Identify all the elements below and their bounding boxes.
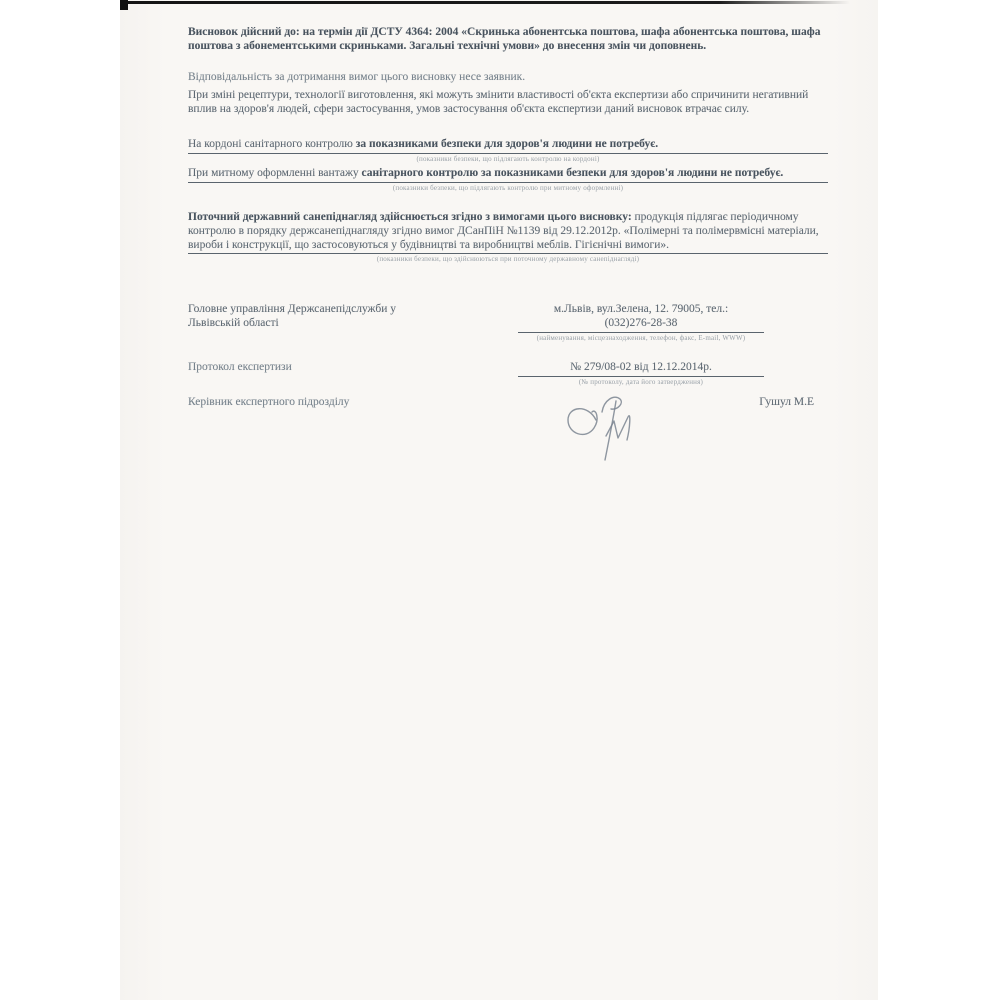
border-control-bold: за показниками безпеки для здоров'я людини не потребує. (355, 138, 659, 150)
responsibility-paragraph: Відповідальність за дотримання вимог цього висновку несе заявник. (188, 71, 526, 83)
protocol-value: № 279/08-02 від 12.12.2014р. (518, 361, 764, 377)
protocol-row (188, 361, 828, 391)
validity-paragraph: Висновок дійсний до: на термін дії ДСТУ 4364: 2004 «Скринька абонентська поштова, шафа абонентська поштова, шафа поштова з абонементськими скриньками. Загальні технічні умови» до внесення змін чи доповнень. (188, 26, 821, 52)
border-control-line (188, 138, 828, 154)
organization-address (518, 303, 764, 333)
organization-address-line1: м.Львів, вул.Зелена, 12. 79005, тел.: (553, 303, 729, 315)
surveillance-regular: продукція підлягає періодичному контролю в порядку держсанепіднагляду згідно вимог ДСанПіН №1139 від 29.12.2012р. «Полімерні та полімервмісні матеріали, вироби і конструкції, що застосовуються у будівництві та виробництві меблів. Гігієнічні вимоги». (188, 211, 819, 251)
change-paragraph: При зміні рецептури, технології виготовлення, які можуть змінити властивості об'єкта експертизи або спричинити негативний вплив на здоров'я людей, сфери застосування, умов застосування об'єкта експертизи даний висновок втрачає силу. (188, 89, 809, 115)
document-content (188, 0, 828, 1000)
signatory-row (188, 396, 828, 416)
organization-address-line2: (032)276-28-38 (604, 316, 678, 329)
organization-name-line1: Головне управління Держсанепідслужби у (188, 303, 396, 315)
signatory-label: Керівник експертного підрозділу (188, 396, 350, 408)
signature-icon (556, 388, 676, 473)
border-control-caption: (показники безпеки, що підлягають контролю на кордоні) (416, 154, 600, 163)
organization-row (188, 303, 828, 355)
customs-line (188, 167, 828, 183)
organization-address-cell (518, 303, 764, 343)
scan-edge-mark (120, 0, 128, 10)
surveillance-caption: (показники безпеки, що здійснюються при поточному державному санепіднагляді) (376, 255, 640, 264)
surveillance-bold: Поточний державний санепіднагляд здійснюється згідно з вимогами цього висновку: (188, 211, 635, 223)
protocol-label: Протокол експертизи (188, 361, 292, 373)
customs-caption: (показники безпеки, що підлягають контролю при митному оформленні) (392, 183, 624, 192)
organization-name-line2: Львівській області (188, 316, 279, 329)
border-control-block (188, 138, 828, 164)
document-paper (120, 0, 878, 1000)
organization-name (188, 303, 488, 331)
organization-caption: (найменування, місцезнаходження, телефон, факс, E-mail, WWW) (536, 333, 746, 342)
surveillance-paragraph (188, 211, 828, 254)
protocol-caption: (№ протоколу, дата його затвердження) (578, 377, 704, 386)
customs-bold: санітарного контролю за показниками безпеки для здоров'я людини не потребує. (361, 167, 784, 179)
border-control-regular: На кордоні санітарного контролю (188, 138, 356, 150)
handwritten-signature (556, 388, 676, 478)
signatory-name: Гушул М.Е (759, 396, 814, 408)
surveillance-block (188, 211, 828, 264)
customs-block (188, 167, 828, 193)
customs-regular: При митному оформленні вантажу (188, 167, 362, 179)
protocol-value-cell (518, 361, 764, 387)
